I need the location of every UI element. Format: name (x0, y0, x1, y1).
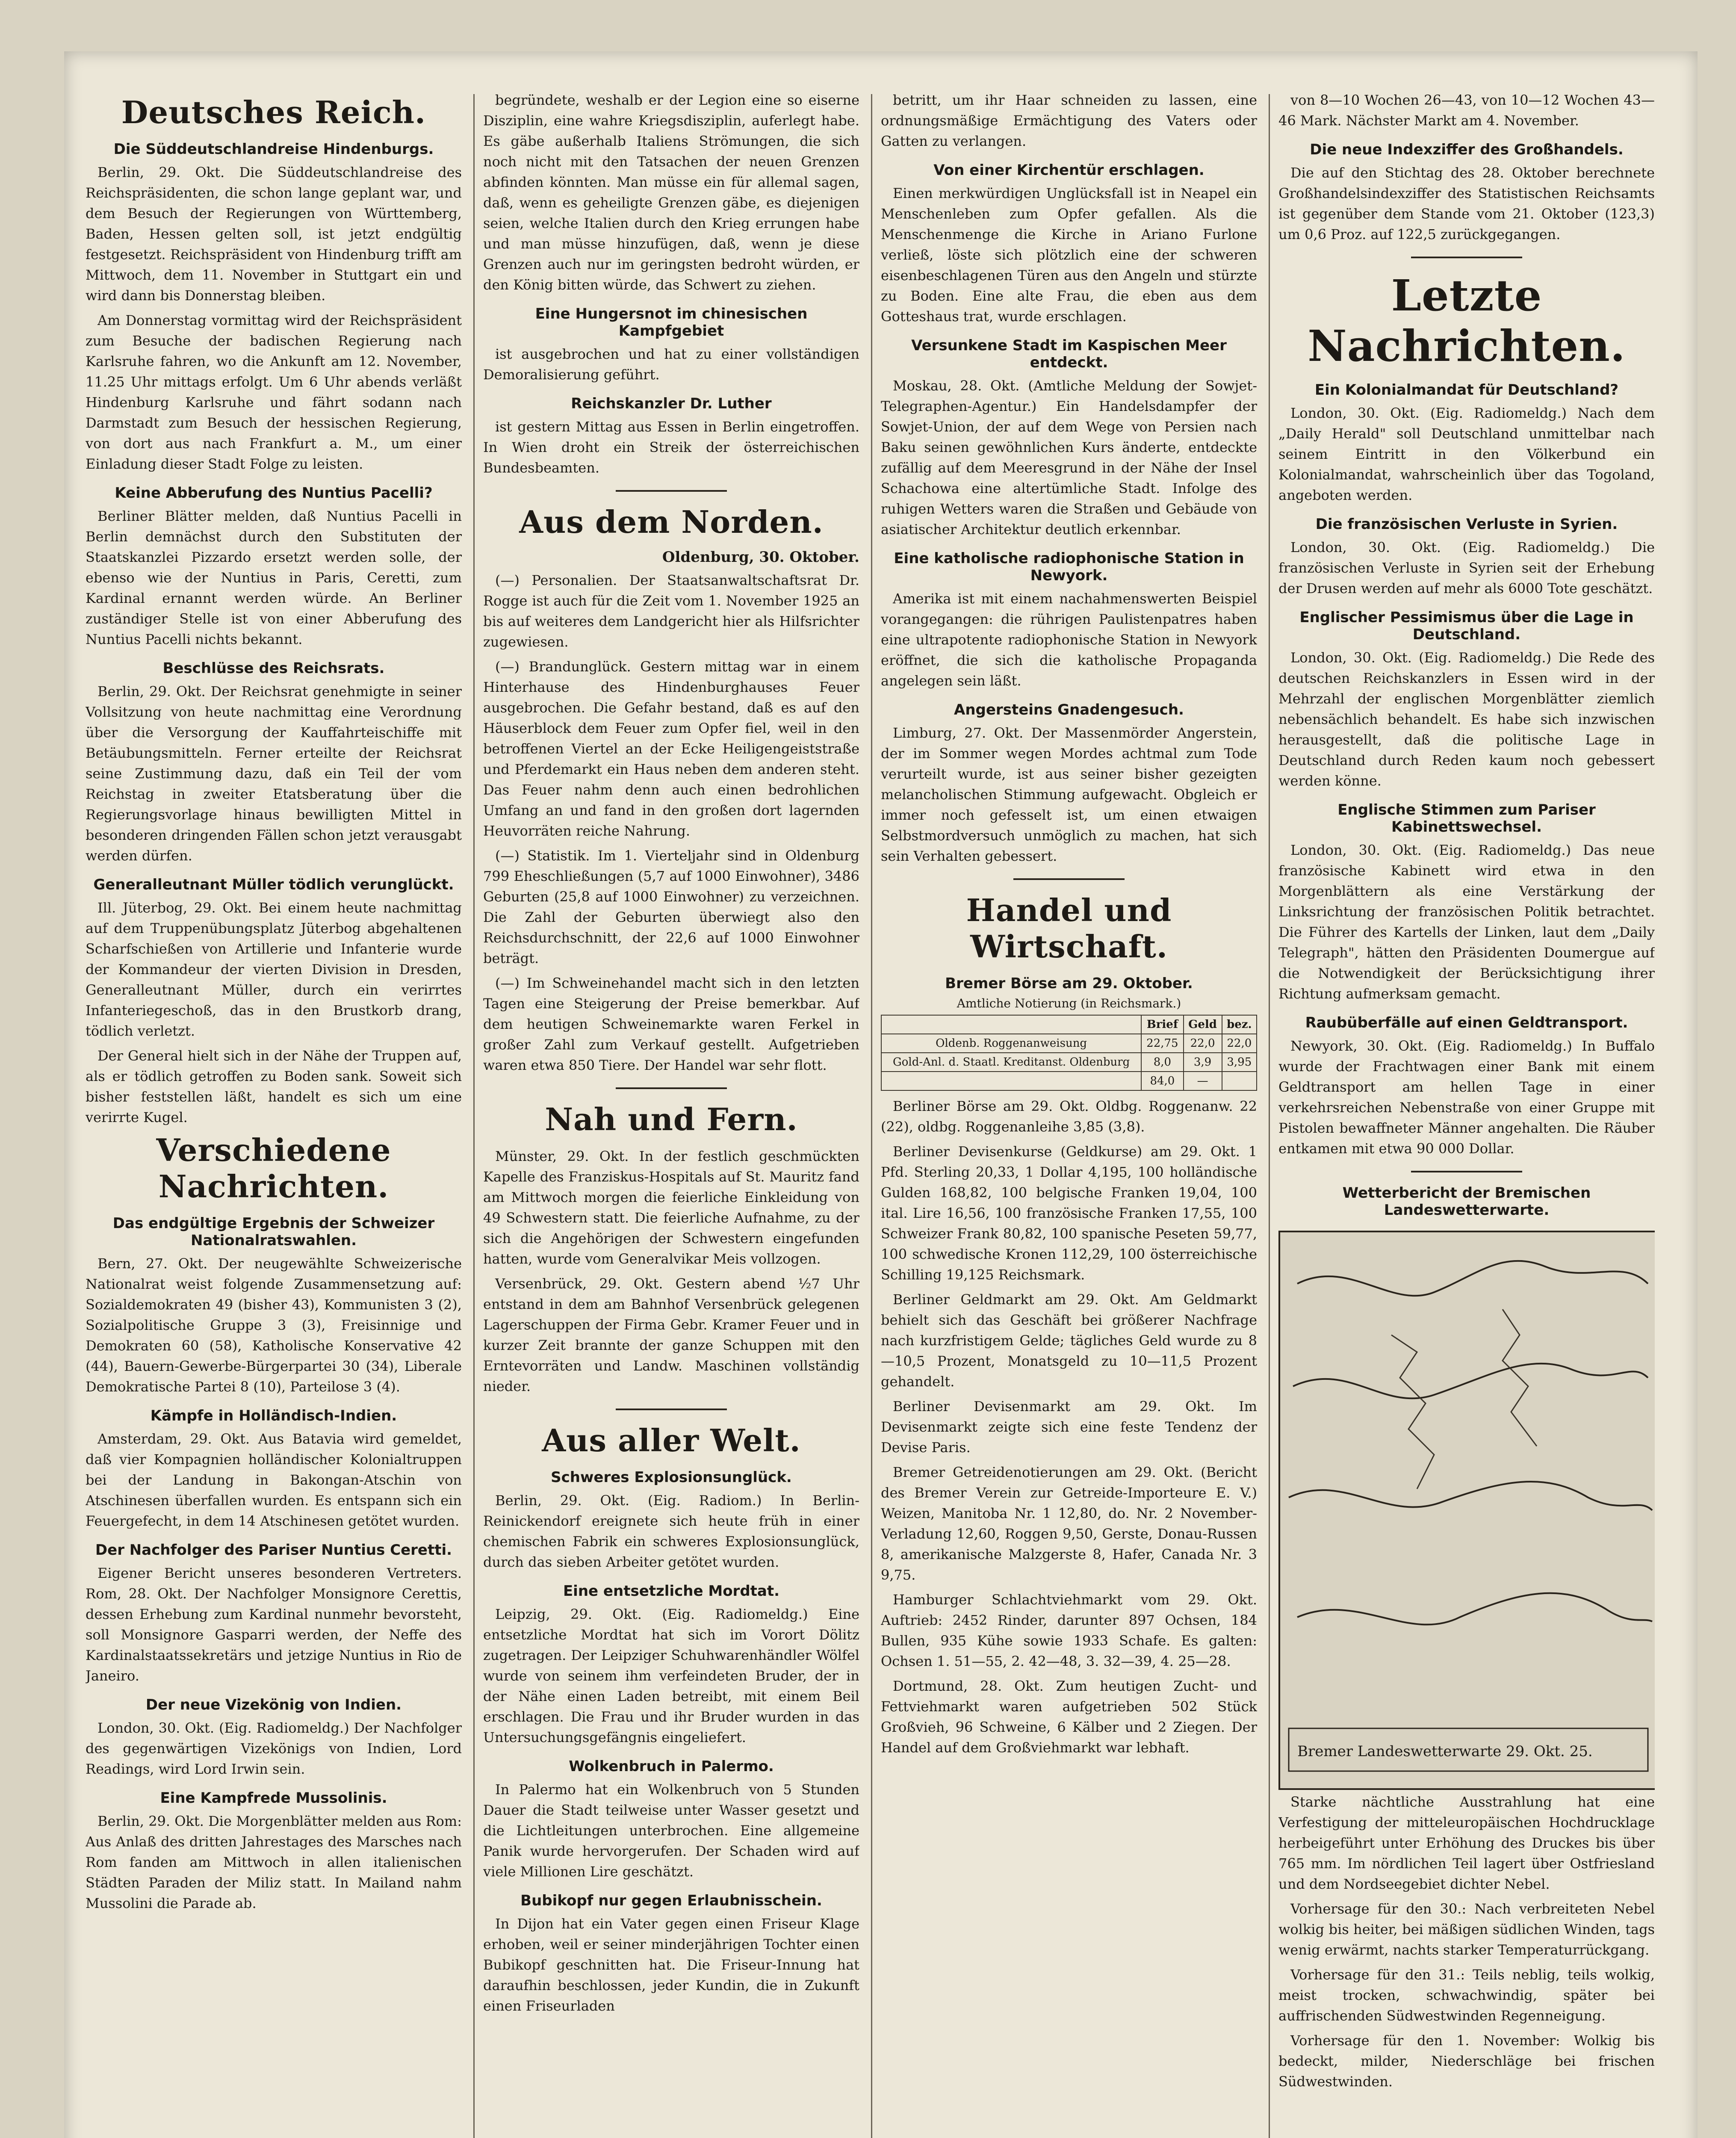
section-title: Nah und Fern. (545, 1101, 798, 1137)
article-text: Berlin, 29. Okt. Die Süddeutschlandreise des Reichspräsidenten, die schon lange geplant war, und dem Besuch der Regierungen von Württemberg, Baden, Hessen gelten soll, ist jetzt endgültig festgesetzt. Reichspräsident von Hindenburg trifft am Mittwoch, dem 11. November in Stuttgart ein und wird dann bis Donnerstag bleiben. (86, 164, 462, 304)
article-text: London, 30. Okt. (Eig. Radiomeldg.) Die Rede des deutschen Reichskanzlers in Essen wird in der Mehrzahl der englischen Morgenblätter ziemlich nebensächlich behandelt. Es habe sich inzwischen herausgestellt, daß die politische Lage in Deutschland durch Reden kaum noch gebessert werden könne. (1278, 650, 1655, 789)
article-text: (—) Brandunglück. Gestern mittag war in einem Hinterhause des Hindenburghauses Feuer ausgebrochen. Die Gefahr bestand, daß es auf den Häuserblock dem Feuer zum Opfer fiel, weil in den betroffenen Viertel an der Ecke Heiligengeiststraße und Pferdemarkt ein Haus neben dem anderen steht. Das Feuer nahm denn auch einen bedrohlichen Umfang an und fand in den großen dort lagernden Heuvorräten reiche Nahrung. (483, 659, 859, 839)
table-cell: Gold-Anl. d. Staatl. Kreditanst. Oldenburg (881, 1053, 1141, 1072)
table-cell (1222, 1072, 1257, 1090)
article-text: ist gestern Mittag aus Essen in Berlin eingetroffen. In Wien droht ein Streik der österreichischen Bundesbeamten. (483, 419, 859, 476)
article-text: (—) Personalien. Der Staatsanwaltschaftsrat Dr. Rogge ist auch für die Zeit vom 1. November 1925 an bis auf weiteres dem Landgericht hier als Hilfsrichter zugewiesen. (483, 572, 859, 650)
weather-map (1278, 1231, 1655, 1790)
column-4 (1278, 90, 1655, 2138)
article-text: Leipzig, 29. Okt. (Eig. Radiomeldg.) Eine entsetzliche Mordtat hat sich im Vorort Dölitz zugetragen. Der Leipziger Schuhwarenhändler Wölfel wurde von seinem ihm verfeindeten Bruder, der in der Nähe einen Laden betreibt, mit einem Beil erschlagen. Die Frau und ihr Bruder wurden in das Untersuchungsgefängnis eingeliefert. (483, 1606, 859, 1745)
article-heading: Bubikopf nur gegen Erlaubnisschein. (520, 1892, 822, 1909)
article-heading: Eine Kampfrede Mussolinis. (160, 1790, 387, 1807)
article-heading: Keine Abberufung des Nuntius Pacelli? (115, 484, 433, 502)
article-heading: Das endgültige Ergebnis der Schweizer Nationalratswahlen. (112, 1215, 435, 1249)
section-title: Aus dem Norden. (519, 504, 824, 540)
table-cell (881, 1072, 1141, 1090)
table-cell: 22,0 (1184, 1034, 1222, 1053)
article-heading: Kämpfe in Holländisch-Indien. (150, 1407, 397, 1424)
table-cell: 8,0 (1141, 1053, 1183, 1072)
article-text: Amerika ist mit einem nachahmenswerten Beispiel vorangegangen: die rührigen Paulistenpatres haben eine ultrapotente radiophonische Station in Newyork eröffnet, die sich die katholische Propaganda angelegen sein läßt. (881, 591, 1257, 689)
article-text: Ill. Jüterbog, 29. Okt. Bei einem heute nachmittag auf dem Truppenübungsplatz Jüterbog abgehaltenen Scharfschießen von Artillerie und Infanterie wurde der Kommandeur der vierten Division in Dresden, Generalleutnant Müller, durch ein verirrtes Infanteriegeschoß, das in den Brustkorb drang, tödlich verletzt. (86, 900, 462, 1039)
article-text: Am Donnerstag vormittag wird der Reichspräsident zum Besuche der badischen Regierung nach Karlsruhe fahren, wo die Ankunft am 12. November, 11.25 Uhr mittags erfolgt. Um 6 Uhr abends verläßt Hindenburg Karlsruhe und fährt sodann nach Darmstadt zum Besuch der hessischen Regierung, von dort aus nach Frankfurt a. M., um einer Einladung dieser Stadt Folge zu leisten. (86, 312, 462, 472)
article-text: London, 30. Okt. (Eig. Radiomeldg.) Nach dem „Daily Herald" soll Deutschland unmittelbar nach seinem Eintritt in den Völkerbund ein Kolonialmandat, wahrscheinlich über das Togoland, angeboten werden. (1278, 405, 1655, 503)
table-row (881, 1034, 1257, 1053)
article-heading: Englischer Pessimismus über die Lage in Deutschland. (1299, 609, 1634, 643)
article-heading: Reichskanzler Dr. Luther (571, 395, 772, 412)
article-text: Eigener Bericht unseres besonderen Vertreters. Rom, 28. Okt. Der Nachfolger Monsignore Cerettis, dessen Erhebung zum Kardinal nunmehr bevorsteht, soll Monsignore Gasparri werden, der Neffe des Kardinalstaatssekretärs und jetzige Nuntius in Rio de Janeiro. (86, 1565, 462, 1684)
article-text: In Dijon hat ein Vater gegen einen Friseur Klage erhoben, weil er seiner minderjährigen Tochter einen Bubikopf geschnitten hat. Die Friseur-Innung hat daraufhin beschlossen, jeder Kundin, die in Zukunft einen Friseurladen (483, 1916, 859, 2014)
article-text: In Palermo hat ein Wolkenbruch von 5 Stunden Dauer die Stadt teilweise unter Wasser gesetzt und die Lichtleitungen unterbrochen. Eine allgemeine Panik wurde hervorgerufen. Der Schaden wird auf viele Millionen Lire geschätzt. (483, 1781, 859, 1880)
table-cell: 84,0 (1141, 1072, 1183, 1090)
article-heading: Angersteins Gnadengesuch. (954, 701, 1184, 718)
article-text: ist ausgebrochen und hat zu einer vollständigen Demoralisierung geführt. (483, 346, 859, 383)
article-text: Einen merkwürdigen Unglücksfall ist in Neapel ein Menschenleben zum Opfer gefallen. Als die Menschenmenge die Kirche in Ariano Furlone verließ, löste sich plötzlich eine der schweren eisenbeschlagenen Türen aus den Angeln und stürzte zu Boden. Eine alte Frau, die eben aus dem Gotteshaus trat, wurde erschlagen. (881, 185, 1257, 325)
section-divider (616, 1087, 727, 1089)
section-divider (1411, 257, 1522, 258)
article-heading: Wolkenbruch in Palermo. (569, 1758, 774, 1775)
article-heading: Eine entsetzliche Mordtat. (563, 1583, 780, 1600)
article-text: betritt, um ihr Haar schneiden zu lassen, eine ordnungsmäßige Ermächtigung des Vaters oder Gatten zu verlangen. (881, 92, 1257, 149)
article-text: Berliner Blätter melden, daß Nuntius Pacelli in Berlin demnächst durch den Substituten der Staatskanzlei Pizzardo ersetzt werden solle, der ebenso wie der Nuntius in Paris, Ceretti, zum Kardinal ernannt werden würde. An Berliner zuständiger Stelle ist von einer Abberufung des Nuntius Pacelli nichts bekannt. (86, 508, 462, 647)
article-text: Vorhersage für den 1. November: Wolkig bis bedeckt, milder, Niederschläge bei frischen Südwestwinden. (1278, 2032, 1655, 2090)
article-text: Berliner Geldmarkt am 29. Okt. Am Geldmarkt behielt sich das Geschäft bei größerer Nachfrage nach kurzfristigem Gelde; tägliches Geld wurde zu 8—10,5 Prozent, Monatsgeld zu 10—11,5 Prozent gehandelt. (881, 1291, 1257, 1390)
article-heading: Ein Kolonialmandat für Deutschland? (1314, 381, 1619, 399)
table-cell: 22,75 (1141, 1034, 1183, 1053)
article-heading: Die neue Indexziffer des Großhandels. (1310, 141, 1624, 158)
article-heading: Beschlüsse des Reichsrats. (162, 660, 385, 677)
article-heading: Der Nachfolger des Pariser Nuntius Ceretti. (95, 1541, 452, 1559)
section-divider (616, 490, 727, 492)
section-title: Verschiedene Nachrichten. (156, 1132, 391, 1205)
article-text: Bremer Getreidenotierungen am 29. Okt. (Bericht des Bremer Verein zur Getreide-Importeure E. V.) Weizen, Manitoba Nr. 1 12,80, do. Nr. 2 November-Verladung 12,60, Roggen 9,50, Gerste, Donau-Russen 8, amerikanische Malzgerste 8, Hafer, Canada Nr. 3 9,75. (881, 1464, 1257, 1583)
article-text: Vorhersage für den 31.: Teils neblig, teils wolkig, meist trocken, schwachwindig, später bei auffrischenden Südwestwinden Regenneigung. (1278, 1967, 1655, 2024)
weather-heading: Wetterbericht der Bremischen Landeswetterwarte. (1342, 1184, 1591, 1219)
article-text: Amsterdam, 29. Okt. Aus Batavia wird gemeldet, daß vier Kompagnien holländischer Kolonialtruppen bei der Landung in Bakongan-Atschin von Atschinesen überfallen wurden. Es entspann sich ein Feuergefecht, in dem 14 Atschinesen getötet wurden. (86, 1431, 462, 1529)
article-heading: Die französischen Verluste in Syrien. (1315, 516, 1618, 533)
market-heading: Bremer Börse am 29. Oktober. (945, 975, 1193, 992)
section-title: Letzte Nachrichten. (1308, 270, 1626, 371)
article-text: von 8—10 Wochen 26—43, von 10—12 Wochen 43—46 Mark. Nächster Markt am 4. November. (1278, 92, 1655, 129)
article-heading: Versunkene Stadt im Kaspischen Meer entdeckt. (911, 337, 1227, 371)
section-divider (1013, 878, 1125, 880)
section-title: Handel und Wirtschaft. (966, 892, 1172, 965)
section-title: Aus aller Welt. (542, 1422, 801, 1459)
table-cell: — (1184, 1072, 1222, 1090)
table-header: Brief (1141, 1015, 1183, 1034)
article-heading: Generalleutnant Müller tödlich verunglückt. (93, 876, 454, 893)
table-cell: Oldenb. Roggenanweisung (881, 1034, 1141, 1053)
section-divider (616, 1409, 727, 1410)
column-1 (86, 90, 462, 2138)
article-heading: Die Süddeutschlandreise Hindenburgs. (113, 141, 434, 158)
article-text: begründete, weshalb er der Legion eine so eiserne Disziplin, eine wahre Kriegsdisziplin, auferlegt habe. Es gäbe außerhalb Italiens Strömungen, die sich noch nicht mit den Tatsachen der neuen Grenzen abfinden könnten. Man müsse ein für allemal sagen, daß, wenn es geheiligte Grenzen gäbe, es diejenigen seien, welche Italien durch den Krieg errungen habe und man müsse hinzufügen, daß, wenn je diese Grenzen auch nur im geringsten bedroht würden, er den König bitten würde, das Schwert zu ziehen. (483, 92, 859, 293)
column-3 (881, 90, 1257, 2138)
article-text: Bern, 27. Okt. Der neugewählte Schweizerische Nationalrat weist folgende Zusammensetzung auf: Sozialdemokraten 49 (bisher 43), Kommunisten 3 (2), Sozialpolitische Gruppe 3 (3), Freisinnige und Demokraten 60 (58), Katholische Konservative 42 (44), Bauern-Gewerbe-Bürgerpartei 30 (34), Liberale Demokratische Partei 8 (10), Parteilose 3 (4). (86, 1255, 462, 1395)
article-heading: Raubüberfälle auf einen Geldtransport. (1305, 1014, 1628, 1031)
table-header-row (881, 1015, 1257, 1034)
weather-map-label: Bremer Landeswetterwarte 29. Okt. 25. (1297, 1743, 1593, 1760)
article-heading: Der neue Vizekönig von Indien. (145, 1696, 402, 1713)
article-text: London, 30. Okt. (Eig. Radiomeldg.) Die französischen Verluste in Syrien seit der Erhebung der Drusen werden auf mehr als 6000 Tote geschätzt. (1278, 539, 1655, 597)
section-title: Deutsches Reich. (121, 94, 426, 130)
newspaper-page (64, 51, 1698, 2138)
article-text: Berliner Börse am 29. Okt. Oldbg. Roggenanw. 22 (22), oldbg. Roggenanleihe 3,85 (3,8). (881, 1098, 1257, 1135)
column-rule (473, 94, 475, 2138)
table-header: Geld (1184, 1015, 1222, 1034)
article-text: (—) Statistik. Im 1. Vierteljahr sind in Oldenburg 799 Eheschließungen (5,7 auf 1000 Einwohner), 3486 Geburten (25,8 auf 1000 Einwohner) zu verzeichnen. Die Zahl der Geburten überwiegt also den Reichsdurchschnitt, der 22,6 auf 1000 Einwohner beträgt. (483, 848, 859, 966)
column-2 (483, 90, 859, 2138)
article-text: London, 30. Okt. (Eig. Radiomeldg.) Der Nachfolger des gegenwärtigen Vizekönigs von Indien, Lord Readings, wird Lord Irwin sein. (86, 1720, 462, 1777)
article-text: Vorhersage für den 30.: Nach verbreiteten Nebel wolkig bis heiter, bei mäßigen südlichen Winden, tags wenig erwärmt, nachts starker Temperaturrückgang. (1278, 1901, 1655, 1958)
article-text: Berlin, 29. Okt. Der Reichsrat genehmigte in seiner Vollsitzung von heute nachmittag eine Verordnung über die Versorgung der Kauffahrteischiffe mit Betäubungsmitteln. Ferner erteilte der Reichsrat seine Zustimmung dazu, daß ein Teil der vom Reichstag in zweiter Etatsberatung über die Regierungsvorlage hinaus bewilligten Mittel in besonderen dringenden Fällen schon jetzt verausgabt werden dürfen. (86, 683, 462, 864)
article-heading: Schweres Explosionsunglück. (551, 1469, 792, 1486)
article-text: Der General hielt sich in der Nähe der Truppen auf, als er tödlich getroffen zu Boden sank. Soweit sich bisher feststellen läßt, handelt es sich um eine verirrte Kugel. (86, 1048, 462, 1125)
article-heading: Eine katholische radiophonische Station in Newyork. (894, 550, 1244, 584)
article-text: Newyork, 30. Okt. (Eig. Radiomeldg.) In Buffalo wurde der Frachtwagen einer Bank mit einem Geldtransport am hellen Tage in einer verkehrsreichen Nebenstraße von einer Gruppe mit Pistolen bewaffneter Männer angehalten. Die Räuber entkamen mit etwa 90 000 Dollar. (1278, 1038, 1655, 1157)
table-cell: 22,0 (1222, 1034, 1257, 1053)
article-text: Limburg, 27. Okt. Der Massenmörder Angerstein, der im Sommer wegen Mordes achtmal zum Tode verurteilt wurde, ist aus seiner bisher gezeigten melancholischen Stimmung aufgewacht. Obgleich er immer noch gefesselt ist, um einen etwaigen Selbstmordversuch unmöglich zu machen, hat sich sein Verhalten gebessert. (881, 725, 1257, 864)
article-text: Berliner Devisenmarkt am 29. Okt. Im Devisenmarkt zeigte sich eine feste Tendenz der Devise Paris. (881, 1398, 1257, 1456)
article-text: Dortmund, 28. Okt. Zum heutigen Zucht- und Fettviehmarkt waren aufgetrieben 502 Stück Großvieh, 96 Schweine, 6 Kälber und 2 Ziegen. Der Handel auf dem Großviehmarkt war lebhaft. (881, 1678, 1257, 1756)
column-rule (1269, 94, 1270, 2138)
table-cell: 3,95 (1222, 1053, 1257, 1072)
article-text: Berliner Devisenkurse (Geldkurse) am 29. Okt. 1 Pfd. Sterling 20,33, 1 Dollar 4,195, 100 holländische Gulden 168,82, 100 belgische Franken 19,04, 100 ital. Lire 16,56, 100 französische Franken 17,55, 100 Schweizer Frank 80,82, 100 spanische Peseten 59,77, 100 schwedische Kronen 112,29, 100 österreichische Schilling 19,125 Reichsmark. (881, 1143, 1257, 1283)
article-text: Versenbrück, 29. Okt. Gestern abend ½7 Uhr entstand in dem am Bahnhof Versenbrück gelegenen Lagerschuppen der Firma Gebr. Kramer Feuer und in kurzer Zeit brannte der ganze Schuppen mit den Erntevorräten und Landw. Maschinen vollständig nieder. (483, 1276, 859, 1394)
article-text: London, 30. Okt. (Eig. Radiomeldg.) Das neue französische Kabinett wird etwa in den Morgenblättern als eine Verstärkung der Linksrichtung der französischen Politik betrachtet. Die Führer des Kartells der Linken, laut dem „Daily Telegraph", hätten den Präsidenten Doumergue auf die Notwendigkeit der Berücksichtigung ihrer Richtung aufmerksam gemacht. (1278, 842, 1655, 1002)
table-cell: 3,9 (1184, 1053, 1222, 1072)
article-heading: Eine Hungersnot im chinesischen Kampfgebiet (535, 305, 808, 340)
article-heading: Von einer Kirchentür erschlagen. (933, 162, 1205, 179)
dateline: Oldenburg, 30. Oktober. (662, 549, 859, 566)
column-rule (871, 94, 872, 2138)
article-text: Starke nächtliche Ausstrahlung hat eine Verfestigung der mitteleuropäischen Hochdrucklage herbeigeführt unter Erhöhung des Druckes bis über 765 mm. Im nördlichen Teil lagert über Ostfriesland und dem Nordseegebiet dichter Nebel. (1278, 1794, 1655, 1892)
article-text: Moskau, 28. Okt. (Amtliche Meldung der Sowjet-Telegraphen-Agentur.) Ein Handelsdampfer der Sowjet-Union, der auf dem Wege von Persien nach Baku seinen gewöhnlichen Kurs änderte, entdeckte zufällig auf dem Meeresgrund in der Nähe der Insel Schachowa eine altertümliche Stadt. Infolge des ruhigen Wetters waren die Straßen und Gebäude von asiatischer Architektur deutlich erkennbar. (881, 378, 1257, 537)
article-text: Berlin, 29. Okt. (Eig. Radiom.) In Berlin-Reinickendorf ereignete sich heute früh in einer chemischen Fabrik ein schweres Explosionsunglück, durch das sieben Arbeiter getötet wurden. (483, 1492, 859, 1570)
table-header (881, 1015, 1141, 1034)
table-header: bez. (1222, 1015, 1257, 1034)
section-divider (1411, 1171, 1522, 1172)
table-row (881, 1072, 1257, 1090)
market-subheading: Amtliche Notierung (in Reichsmark.) (957, 996, 1181, 1010)
article-heading: Englische Stimmen zum Pariser Kabinettswechsel. (1337, 801, 1596, 836)
article-text: Berlin, 29. Okt. Die Morgenblätter melden aus Rom: Aus Anlaß des dritten Jahrestages des Marsches nach Rom fanden am Mittwoch in allen italienischen Städten Paraden der Miliz statt. In Mailand nahm Mussolini die Parade ab. (86, 1813, 462, 1911)
article-text: (—) Im Schweinehandel macht sich in den letzten Tagen eine Steigerung der Preise bemerkbar. Auf dem heutigen Schweinemarkte waren Ferkel in großer Zahl zum Verkauf gestellt. Aufgetrieben waren etwa 850 Tiere. Der Handel war sehr flott. (483, 975, 859, 1073)
market-table (881, 1015, 1257, 1091)
article-text: Die auf den Stichtag des 28. Oktober berechnete Großhandelsindexziffer des Statistischen Reichsamts ist gegenüber dem Stande vom 21. Oktober (123,3) um 0,6 Proz. auf 122,5 zurückgegangen. (1278, 165, 1655, 242)
article-text: Münster, 29. Okt. In der festlich geschmückten Kapelle des Franziskus-Hospitals auf St. Mauritz fand am Mittwoch morgen die feierliche Einkleidung von 49 Schwestern statt. Die feierliche Aufnahme, zu der sich die Angehörigen der Schwestern eingefunden hatten, wurde vom Generalvikar Meis vollzogen. (483, 1148, 859, 1267)
table-row (881, 1053, 1257, 1072)
article-text: Hamburger Schlachtviehmarkt vom 29. Okt. Auftrieb: 2452 Rinder, darunter 897 Ochsen, 184 Bullen, 935 Kühe sowie 1933 Schafe. Es galten: Ochsen 1. 51—55, 2. 42—48, 3. 32—39, 4. 25—28. (881, 1592, 1257, 1669)
